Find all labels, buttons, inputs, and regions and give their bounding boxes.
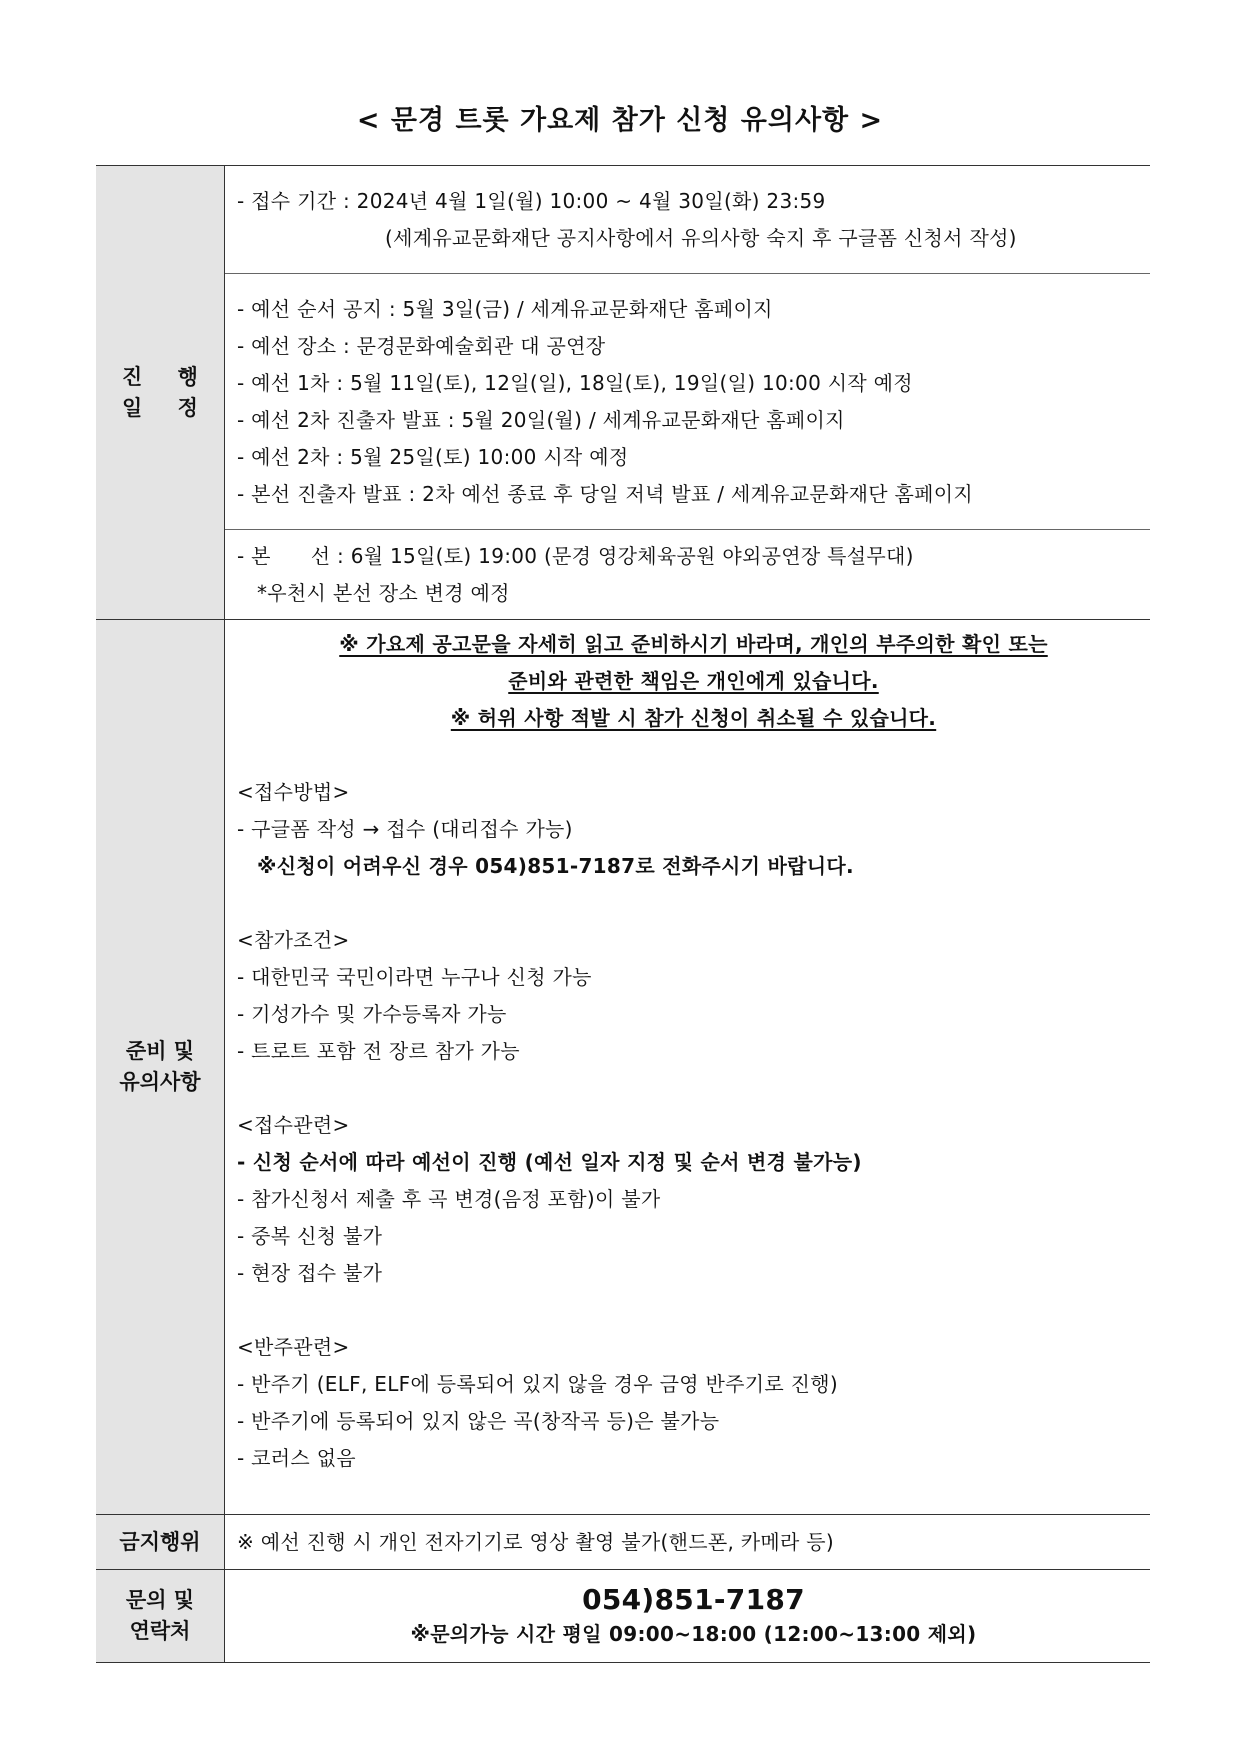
reception-heading: <접수관련>	[237, 1113, 350, 1137]
schedule-item: - 예선 2차 : 5월 25일(토) 10:00 시작 예정	[237, 444, 629, 469]
reception-bold-item: - 신청 순서에 따라 예선이 진행 (예선 일자 지정 및 순서 변경 불가능)	[237, 1150, 862, 1174]
accompaniment-heading: <반주관련>	[237, 1335, 350, 1359]
conditions-item: - 트로트 포함 전 장르 참가 가능	[237, 1039, 520, 1063]
schedule-row-2	[96, 274, 1150, 530]
spacer	[237, 737, 1150, 774]
notice-table	[96, 165, 1150, 1663]
reception-item: - 현장 접수 불가	[237, 1261, 383, 1285]
schedule-label-line2: 일 정	[122, 395, 212, 420]
contact-label-line1: 문의 및	[125, 1588, 195, 1612]
contact-phone: 054)851-7187	[582, 1583, 805, 1616]
reception-period: - 접수 기간 : 2024년 4월 1일(월) 10:00 ~ 4월 30일(화) 23:59	[237, 188, 826, 213]
notice-line: 준비와 관련한 책임은 개인에게 있습니다.	[508, 669, 879, 693]
schedule-item: - 본선 진출자 발표 : 2차 예선 종료 후 당일 저녁 발표 / 세계유교문화재단 홈페이지	[237, 481, 974, 506]
prohibited-row	[96, 1515, 1150, 1570]
accompaniment-item: - 반주기 (ELF, ELF에 등록되어 있지 않을 경우 금영 반주기로 진행)	[237, 1372, 838, 1396]
method-heading: <접수방법>	[237, 780, 350, 804]
prep-label-line2: 유의사항	[119, 1070, 201, 1094]
schedule-label	[96, 166, 225, 620]
accompaniment-item: - 반주기에 등록되어 있지 않은 곡(창작곡 등)은 불가능	[237, 1409, 720, 1433]
contact-row	[96, 1570, 1150, 1663]
prep-label	[96, 620, 225, 1515]
prep-row	[96, 620, 1150, 1515]
reception-period-note: (세계유교문화재단 공지사항에서 유의사항 숙지 후 구글폼 신청서 작성)	[385, 225, 1017, 250]
method-item: - 구글폼 작성 → 접수 (대리접수 가능)	[237, 817, 573, 841]
finals-date: - 본 선 : 6월 15일(토) 19:00 (문경 영강체육공원 야외공연장 특설무대)	[237, 543, 914, 568]
schedule-label-line1: 진 행	[122, 364, 212, 389]
schedule-item: - 예선 순서 공지 : 5월 3일(금) / 세계유교문화재단 홈페이지	[237, 296, 773, 321]
reception-item: - 참가신청서 제출 후 곡 변경(음정 포함)이 불가	[237, 1187, 661, 1211]
prohibited-label: 금지행위	[96, 1515, 225, 1570]
method-note: ※신청이 어려우신 경우 054)851-7187로 전화주시기 바랍니다.	[257, 854, 854, 878]
spacer	[237, 1070, 1150, 1107]
schedule-block-prelims	[225, 274, 1151, 530]
finals-rain-note: *우천시 본선 장소 변경 예정	[257, 580, 510, 605]
schedule-row-3	[96, 530, 1150, 620]
schedule-row-1	[96, 166, 1150, 274]
prohibited-text: ※ 예선 진행 시 개인 전자기기로 영상 촬영 불가(핸드폰, 카메라 등)	[225, 1515, 1151, 1570]
contact-content	[225, 1570, 1151, 1663]
notice-line: ※ 가요제 공고문을 자세히 읽고 준비하시기 바라며, 개인의 부주의한 확인 또는	[339, 632, 1048, 656]
conditions-item: - 기성가수 및 가수등록자 가능	[237, 1002, 507, 1026]
schedule-block-finals	[225, 530, 1151, 620]
conditions-heading: <참가조건>	[237, 928, 350, 952]
schedule-item: - 예선 1차 : 5월 11일(토), 12일(일), 18일(토), 19일(일) 10:00 시작 예정	[237, 370, 913, 395]
prep-label-line1: 준비 및	[125, 1039, 195, 1063]
page-title: < 문경 트롯 가요제 참가 신청 유의사항 >	[356, 105, 884, 136]
schedule-item: - 예선 장소 : 문경문화예술회관 대 공연장	[237, 333, 606, 358]
reception-item: - 중복 신청 불가	[237, 1224, 383, 1248]
schedule-item: - 예선 2차 진출자 발표 : 5월 20일(월) / 세계유교문화재단 홈페이지	[237, 407, 845, 432]
prep-content	[225, 620, 1151, 1515]
contact-label-line2: 연락처	[129, 1619, 191, 1643]
accompaniment-item: - 코러스 없음	[237, 1446, 356, 1470]
notice-line: ※ 허위 사항 적발 시 참가 신청이 취소될 수 있습니다.	[450, 706, 937, 730]
spacer	[237, 1292, 1150, 1329]
schedule-block-reception	[225, 166, 1151, 274]
conditions-item: - 대한민국 국민이라면 누구나 신청 가능	[237, 965, 592, 989]
contact-hours: ※문의가능 시간 평일 09:00~18:00 (12:00~13:00 제외)	[410, 1622, 977, 1646]
spacer	[237, 885, 1150, 922]
contact-label	[96, 1570, 225, 1663]
